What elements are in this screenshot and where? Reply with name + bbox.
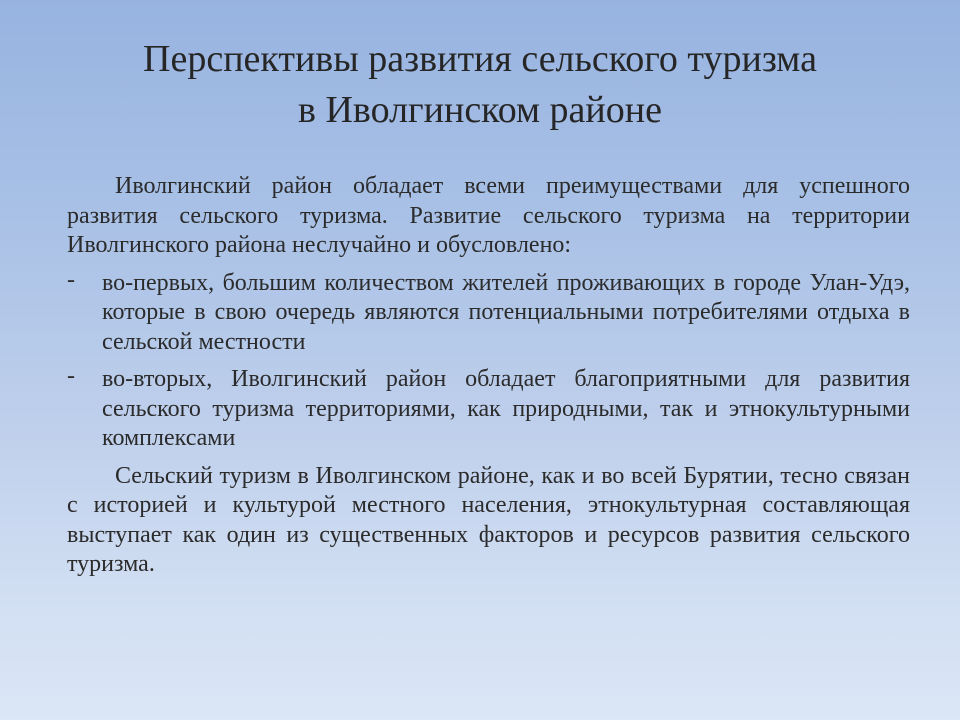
bullet-text-2: во-вторых, Иволгинский район обладает благоприятными для развития сельского туризма территориями, как природными, так и этнокультурными комплексами [102, 366, 910, 451]
intro-paragraph: Иволгинский район обладает всеми преимуществами для успешного развития сельского туризма. Развитие сельского туризма на территории Иволгинского района неслучайно и обусловлено: [67, 173, 910, 258]
slide-title-line-1: Перспективы развития сельского туризма [143, 38, 817, 80]
dash-marker: - [67, 363, 75, 389]
dash-marker: - [67, 266, 75, 293]
slide-title [40, 34, 920, 136]
slide-body [67, 172, 910, 588]
bullet-item-2 [67, 365, 910, 454]
slide-title-line-2: в Иволгинском районе [298, 89, 662, 131]
bullet-text-1: во-первых, большим количеством жителей проживающих в городе Улан-Удэ, которые в свою очередь являются потенциальными потребителями отдыха в сельской местности [102, 269, 910, 355]
conclusion-paragraph: Сельский туризм в Иволгинском районе, как и во всей Бурятии, тесно связан с историей и культурой местного населения, этнокультурная составляющая выступает как один из существенных факторов и ресурсов развития сельского туризма. [67, 462, 910, 577]
bullet-item-1 [67, 266, 910, 358]
